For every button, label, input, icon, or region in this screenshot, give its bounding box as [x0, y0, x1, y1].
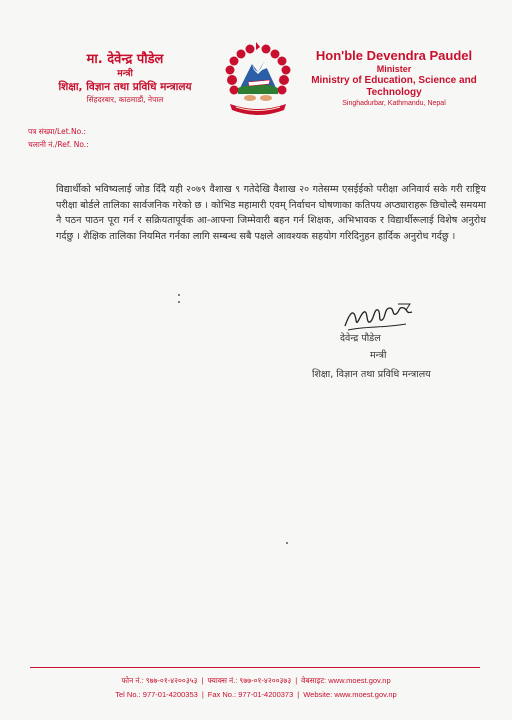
ministry-name-nepali: शिक्षा, विज्ञान तथा प्रविधि मन्त्रालय: [58, 81, 192, 93]
scan-speck: [286, 542, 288, 544]
handwritten-signature-icon: [340, 300, 420, 334]
header-left-nepali: [30, 52, 220, 105]
minister-title-nepali: मन्त्री: [117, 69, 133, 79]
footer-divider: [30, 667, 480, 668]
footer-phone-nepali: फोन नं.: ९७७-०१-४२००३५३: [121, 676, 198, 685]
reference-block: [28, 125, 89, 151]
ministry-name-english-line2: Technology: [366, 87, 422, 98]
footer-line-english: Tel No.: 977-01-4200353 | Fax No.: 977-01-4200373 | Website: www.moest.gov.np: [115, 690, 397, 699]
footer-website-nepali[interactable]: वेबसाइट: www.moest.gov.np: [301, 676, 391, 685]
minister-title-english: Minister: [376, 64, 412, 74]
footer-fax-english: Fax No.: 977-01-4200373: [207, 690, 294, 699]
header-right-english: [304, 48, 484, 109]
nepal-coat-of-arms-icon: [220, 40, 296, 118]
footer-line-nepali: फोन नं.: ९७७-०१-४२००३५३ | फ्याक्स नं.: ९७७-०१-४२००३७३ | वेबसाइट: www.moest.gov.np: [121, 676, 391, 685]
scan-speck: [178, 301, 180, 303]
address-english: Singhadurbar, Kathmandu, Nepal: [342, 100, 446, 107]
letter-body: विद्यार्थीको भविष्यलाई जोड दिँदै यही २०७९ वैशाख ९ गतेदेखि वैशाख २० गतेसम्म एसईईको परीक्षा अनिवार्य सके गरी राष्ट्रिय परीक्षा बोर्डले तालिका सार्वजनिक गरेको छ । कोभिड महामारी एवम् निर्वाचन घोषणाका कतिपय अप्ठ्याराहरू छिचोल्दै समयमा नै पठन पाठन पूरा गर्न र सक्रियतापूर्वक आ-आफ्ना जिम्मेवारी बहन गर्न शिक्षक, अभिभावक र विद्यार्थीरूलाई विशेष अनुरोध गर्दछु । शैक्षिक तालिका नियमित गर्नका लागि सम्बन्ध सबै पक्षले आवश्यक सहयोग गरिदिनुहन हार्दिक अनुरोध गर्दछु ।: [56, 184, 486, 242]
minister-name-nepali: मा. देवेन्द्र पौडेल: [86, 52, 164, 67]
signatory-organization: शिक्षा, विज्ञान तथा प्रविधि मन्त्रालय: [312, 369, 431, 380]
signatory-title: मन्त्री: [370, 350, 387, 361]
ref-number-label: चलानी नं./Ref. No.:: [28, 140, 89, 149]
footer-phone-english: Tel No.: 977-01-4200353: [115, 690, 198, 699]
signatory-name: देवेन्द्र पौडेल: [340, 333, 381, 344]
minister-name-english: Hon'ble Devendra Paudel: [315, 48, 473, 63]
footer-contacts: [30, 674, 482, 702]
ministry-name-english-line1: Ministry of Education, Science and: [311, 75, 477, 86]
address-nepali: सिंहदरबार, काठमाडौं, नेपाल: [86, 95, 164, 104]
scan-speck: [178, 294, 180, 296]
footer-website-english[interactable]: Website: www.moest.gov.np: [303, 690, 397, 699]
footer-fax-nepali: फ्याक्स नं.: ९७७-०१-४२००३७३: [207, 676, 292, 685]
letter-number-label: पत्र संख्या/Let.No.:: [28, 127, 87, 136]
